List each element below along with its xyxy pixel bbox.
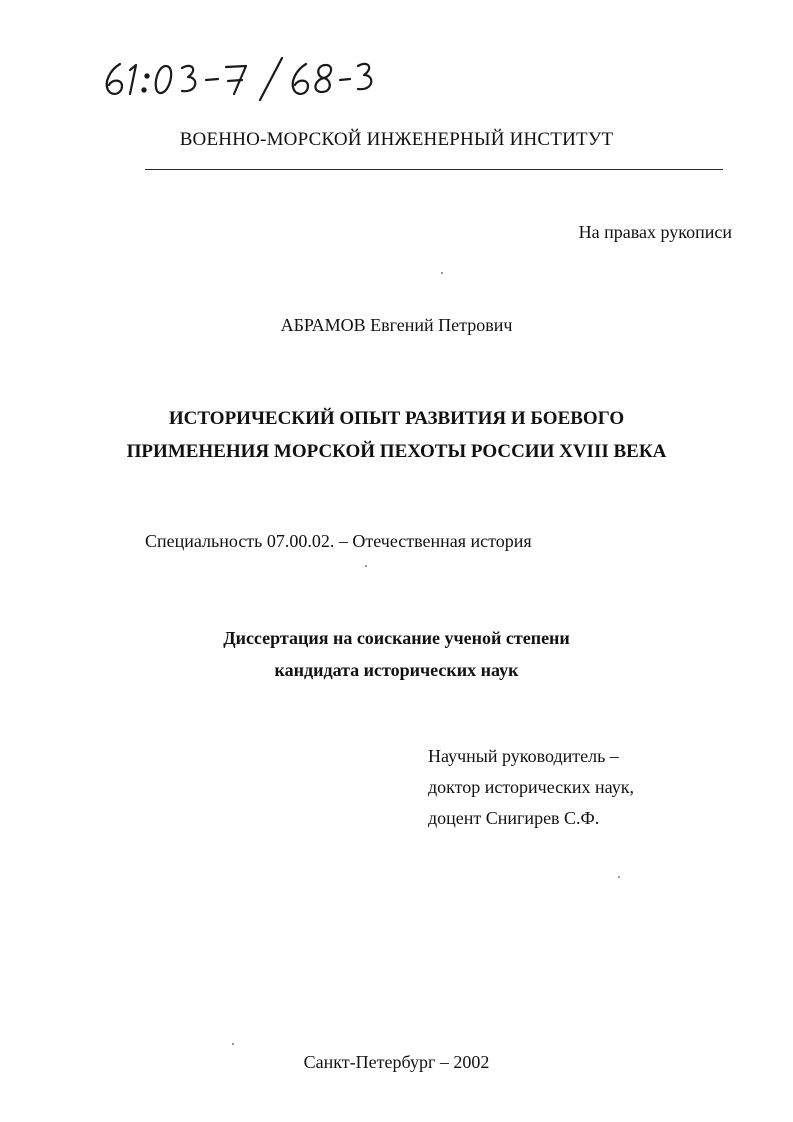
handwritten-archive-number [100, 50, 400, 102]
institute-name: ВОЕННО-МОРСКОЙ ИНЖЕНЕРНЫЙ ИНСТИТУТ [179, 129, 614, 150]
rights-note: На правах рукописи [578, 222, 732, 242]
scientific-supervisor [428, 741, 634, 834]
scan-speck [618, 876, 620, 878]
supervisor-line-1: Научный руководитель – [428, 746, 619, 766]
city-and-year: Санкт-Петербург – 2002 [303, 1052, 490, 1072]
author-name: АБРАМОВ Евгений Петрович [280, 315, 513, 335]
title-line-1: ИСТОРИЧЕСКИЙ ОПЫТ РАЗВИТИЯ И БОЕВОГО [168, 408, 625, 429]
degree-line-2: кандидата исторических наук [274, 660, 519, 680]
scan-speck [232, 1043, 234, 1045]
title-line-2: ПРИМЕНЕНИЯ МОРСКОЙ ПЕХОТЫ РОССИИ XVIII ВЕКА [126, 441, 667, 462]
header-divider [145, 169, 723, 170]
degree-statement [0, 622, 793, 686]
scan-speck [441, 272, 443, 274]
scan-speck [365, 565, 367, 567]
specialty: Специальность 07.00.02. – Отечественная история [145, 531, 532, 551]
dissertation-title [0, 402, 793, 468]
supervisor-line-2: доктор исторических наук, [428, 777, 634, 797]
degree-line-1: Диссертация на соискание ученой степени [223, 628, 570, 648]
supervisor-line-3: доцент Снигирев С.Ф. [428, 808, 600, 828]
